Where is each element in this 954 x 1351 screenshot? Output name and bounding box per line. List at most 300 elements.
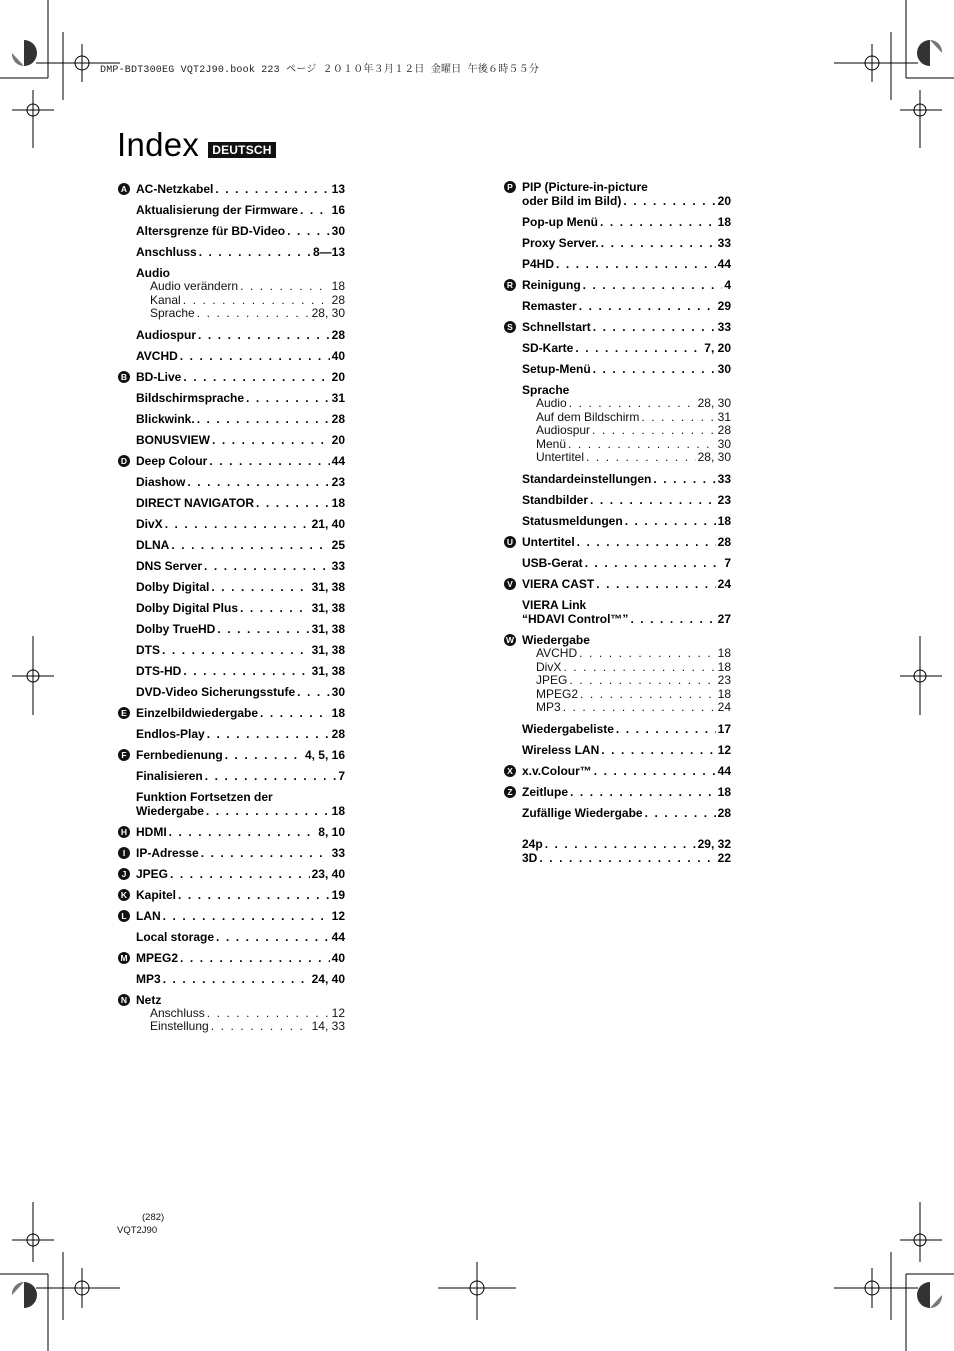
entry-line (118, 664, 345, 678)
dot-leader (169, 825, 317, 839)
entry-line (118, 349, 345, 363)
index-entry (504, 837, 731, 851)
sub-entry-pages: 23 (717, 674, 731, 688)
entry-term: Standardeinstellungen (522, 471, 652, 486)
entry-line (504, 257, 731, 271)
entry-term: DivX (136, 516, 163, 531)
title-row (117, 126, 276, 164)
entry-term-cont: “HDAVI Control™” (522, 611, 629, 626)
entry-line (504, 194, 731, 208)
entry-line (504, 785, 731, 799)
entry-term: Pop-up Menü (522, 215, 598, 229)
dot-leader (623, 194, 715, 208)
index-entry (118, 203, 345, 217)
index-entry (118, 622, 345, 636)
section-gap (504, 827, 731, 837)
entry-pages: 20 (331, 369, 345, 384)
entry-line (118, 972, 345, 986)
letter-marker-icon: E (118, 707, 130, 719)
letter-marker-icon: H (118, 826, 130, 838)
sub-entry-pages: 30 (717, 437, 731, 451)
entry-pages: 7 (338, 768, 345, 783)
book-file-header: DMP-BDT300EG VQT2J90.book 223 ページ ２０１０年３月１２日 金曜日 午後６時５５分 (100, 65, 540, 76)
entry-pages: 30 (331, 684, 345, 699)
index-entry (118, 790, 345, 818)
entry-line (504, 493, 731, 507)
dot-leader (240, 280, 330, 294)
index-entry (504, 299, 731, 313)
entry-term: Dolby Digital Plus (136, 600, 239, 615)
entry-line (118, 517, 345, 531)
index-entry (118, 664, 345, 678)
letter-marker-icon: X (504, 765, 516, 777)
entry-line (504, 556, 731, 570)
sub-entry-line (118, 280, 345, 294)
dot-leader (580, 688, 716, 702)
entry-line (504, 180, 731, 194)
dot-leader (563, 661, 715, 675)
sub-entry-pages: 18 (717, 687, 731, 701)
dot-leader (197, 412, 330, 426)
dot-leader (162, 643, 310, 657)
dot-leader (600, 215, 716, 229)
index-entry (118, 245, 345, 259)
letter-marker-icon: L (118, 910, 130, 922)
entry-pages: 25 (331, 537, 345, 552)
entry-line (504, 598, 731, 612)
entry-line (118, 993, 345, 1007)
entry-line (118, 496, 345, 510)
index-entry (118, 496, 345, 510)
entry-pages: 28 (717, 534, 731, 549)
entry-term-cont: oder Bild im Bild) (522, 194, 622, 208)
entry-term: Untertitel (522, 534, 575, 549)
letter-marker-icon: D (118, 455, 130, 467)
dot-leader (163, 972, 310, 986)
entry-pages: 31, 38 (311, 621, 345, 636)
entry-pages: 30 (331, 224, 345, 238)
index-entry (504, 341, 731, 355)
index-entry (504, 535, 731, 549)
dot-leader (201, 846, 330, 860)
sub-entry-line (504, 424, 731, 438)
letter-marker-icon: F (118, 749, 130, 761)
entry-term: MPEG2 (136, 950, 179, 965)
index-entry (504, 493, 731, 507)
sub-entry-line (118, 1007, 345, 1021)
sub-entry-line (504, 411, 731, 425)
index-entry (118, 538, 345, 552)
entry-line (504, 806, 731, 820)
entry-line (118, 475, 345, 489)
entry-term: JPEG (136, 866, 169, 881)
dot-leader (256, 496, 330, 510)
index-entry (504, 743, 731, 757)
entry-pages: 13 (331, 182, 345, 196)
dot-leader (183, 294, 330, 308)
index-entry (118, 993, 345, 1034)
entry-pages: 16 (331, 203, 345, 217)
sub-entry-pages: 18 (331, 280, 345, 293)
entry-term: Standbilder (522, 492, 589, 507)
dot-leader (198, 328, 330, 342)
entry-line (118, 328, 345, 342)
entry-line (118, 846, 345, 860)
entry-line (504, 514, 731, 528)
entry-line (504, 299, 731, 313)
model-code: VQT2J90 (117, 1225, 158, 1236)
entry-term: BONUSVIEW (136, 432, 211, 447)
dot-leader (300, 203, 330, 217)
index-entry (118, 643, 345, 657)
dot-leader (212, 433, 330, 447)
letter-marker-icon: S (504, 321, 516, 333)
entry-pages: 18 (331, 705, 345, 720)
entry-term: AC-Netzkabel (136, 182, 214, 196)
dot-leader (630, 612, 715, 626)
sub-entry-term: MP3 (536, 701, 561, 715)
index-entry (504, 785, 731, 799)
entry-line (118, 888, 345, 902)
entry-term: VIERA Link (522, 597, 587, 612)
index-entry (504, 514, 731, 528)
page-title: Index (117, 126, 200, 163)
index-entry (504, 598, 731, 626)
dot-leader (165, 517, 310, 531)
dot-leader (593, 362, 716, 376)
entry-term: Schnellstart (522, 320, 591, 334)
sub-entry-pages: 18 (717, 660, 731, 674)
entry-pages: 20 (331, 432, 345, 447)
entry-line (118, 727, 345, 741)
index-entry (504, 215, 731, 229)
entry-line (118, 370, 345, 384)
dot-leader (590, 493, 716, 507)
entry-pages: 40 (331, 950, 345, 965)
entry-line (118, 454, 345, 468)
entry-term: P4HD (522, 257, 555, 271)
index-column-right (504, 180, 731, 872)
entry-term: Reinigung (522, 278, 581, 292)
index-entry (118, 867, 345, 881)
entry-pages: 28 (331, 327, 345, 342)
entry-line (118, 643, 345, 657)
page-number: (282) (142, 1212, 165, 1223)
entry-pages: 44 (331, 929, 345, 944)
sub-entry-line (118, 1020, 345, 1034)
sub-entry-line (504, 438, 731, 452)
dot-leader (187, 475, 329, 489)
index-entry (118, 391, 345, 405)
letter-marker-icon: Z (504, 786, 516, 798)
letter-marker-icon: K (118, 889, 130, 901)
dot-leader (563, 701, 716, 715)
dot-leader (163, 909, 330, 923)
entry-pages: 27 (717, 611, 731, 626)
index-entry (118, 328, 345, 342)
index-entry (118, 517, 345, 531)
entry-pages: 18 (331, 803, 345, 818)
entry-line (504, 383, 731, 397)
index-entry (504, 383, 731, 465)
entry-pages: 28 (331, 411, 345, 426)
entry-line (118, 224, 345, 238)
dot-leader (583, 278, 723, 292)
letter-marker-icon: W (505, 634, 515, 645)
index-entry (118, 433, 345, 447)
entry-pages: 7, 20 (704, 341, 731, 355)
entry-pages: 4, 5, 16 (304, 747, 345, 762)
entry-term: Wiedergabe (522, 632, 590, 647)
entry-term: DNS Server (136, 558, 203, 573)
entry-term: DIRECT NAVIGATOR (136, 495, 255, 510)
entry-pages: 21, 40 (311, 516, 345, 531)
entry-pages: 31, 38 (311, 642, 345, 657)
entry-line (118, 790, 345, 804)
index-entry (504, 180, 731, 208)
entry-pages: 24 (717, 576, 731, 591)
entry-line (504, 341, 731, 355)
entry-line (118, 804, 345, 818)
index-entry (118, 825, 345, 839)
letter-marker-icon: R (504, 279, 516, 291)
dot-leader (206, 804, 330, 818)
sub-entry-term: Kanal (150, 293, 181, 307)
dot-leader (594, 764, 716, 778)
entry-line (504, 851, 731, 865)
index-entry (118, 909, 345, 923)
sub-entry-line (504, 674, 731, 688)
sub-entry-pages: 28 (331, 293, 345, 307)
entry-line (118, 433, 345, 447)
entry-term: BD-Live (136, 369, 182, 384)
dot-leader (180, 349, 330, 363)
entry-term: Anschluss (136, 245, 197, 259)
entry-line (118, 391, 345, 405)
index-entry (504, 764, 731, 778)
sub-entry-term: Audiospur (536, 424, 591, 438)
index-entry (118, 454, 345, 468)
entry-term: Finalisieren (136, 768, 203, 783)
sub-entry-term: MPEG2 (536, 687, 579, 701)
entry-pages: 18 (717, 215, 731, 229)
letter-marker-icon: I (118, 847, 130, 859)
sub-entry-pages: 28, 30 (697, 451, 731, 465)
dot-leader (178, 888, 330, 902)
index-entry (118, 748, 345, 762)
dot-leader (568, 438, 716, 452)
entry-term: Audio (136, 266, 170, 280)
letter-marker-icon: J (118, 868, 130, 880)
entry-pages: 19 (331, 887, 345, 902)
index-entry (504, 851, 731, 865)
entry-pages: 33 (717, 320, 731, 334)
dot-leader (539, 851, 715, 865)
entry-term: Aktualisierung der Firmware (136, 203, 299, 217)
entry-pages: 18 (717, 784, 731, 799)
dot-leader (217, 622, 309, 636)
entry-pages: 4 (724, 278, 731, 292)
dot-leader (287, 224, 330, 238)
index-entry (118, 769, 345, 783)
entry-line (118, 867, 345, 881)
language-badge: DEUTSCH (208, 142, 275, 158)
entry-pages: 33 (717, 471, 731, 486)
letter-marker-icon: V (504, 578, 516, 590)
entry-term: Sprache (522, 383, 570, 397)
entry-pages: 31, 38 (311, 663, 345, 678)
entry-pages: 29, 32 (697, 836, 731, 851)
sub-entry-term: AVCHD (536, 646, 578, 660)
entry-pages: 20 (717, 194, 731, 208)
dot-leader (183, 370, 329, 384)
entry-term: DTS (136, 642, 160, 657)
entry-term: Dolby TrueHD (136, 621, 216, 636)
dot-leader (653, 472, 715, 486)
entry-line (118, 245, 345, 259)
page-footer (117, 1211, 164, 1237)
sub-entry-line (118, 294, 345, 308)
sub-entry-term: Einstellung (150, 1020, 209, 1034)
dot-leader (569, 674, 715, 688)
index-entry (504, 577, 731, 591)
entry-term: DTS-HD (136, 663, 182, 678)
index-entry (504, 633, 731, 715)
entry-line (118, 412, 345, 426)
sub-entry-term: Audio (536, 397, 567, 410)
entry-line (118, 182, 345, 196)
entry-line (504, 215, 731, 229)
entry-pages: 31 (331, 390, 345, 405)
sub-entry-line (504, 661, 731, 675)
entry-term: Wireless LAN (522, 742, 600, 757)
entry-pages: 18 (717, 513, 731, 528)
entry-term: Funktion Fortsetzen der (136, 789, 273, 804)
dot-leader (240, 601, 310, 615)
entry-term: Fernbedienung (136, 747, 223, 762)
dot-leader (204, 559, 330, 573)
sub-entry-line (504, 688, 731, 702)
sub-entry-term: Menü (536, 437, 567, 451)
dot-leader (575, 341, 702, 355)
entry-pages: 40 (331, 348, 345, 363)
sub-entry-term: DivX (536, 660, 562, 674)
sub-entry-pages: 24 (717, 701, 731, 715)
dot-leader (556, 257, 716, 271)
sub-entry-pages: 14, 33 (311, 1020, 345, 1034)
sub-entry-line (118, 307, 345, 321)
index-entry (118, 559, 345, 573)
dot-leader (209, 454, 329, 468)
entry-pages: 17 (717, 721, 731, 736)
dot-leader (645, 806, 716, 820)
sub-entry-term: Auf dem Bildschirm (536, 410, 640, 424)
entry-line (118, 685, 345, 699)
letter-marker-icon: M (118, 952, 130, 964)
sub-entry-line (504, 701, 731, 715)
dot-leader (180, 951, 330, 965)
entry-term: Dolby Digital (136, 579, 210, 594)
dot-leader (207, 1007, 330, 1021)
letter-marker-icon: B (118, 371, 130, 383)
entry-line (118, 580, 345, 594)
index-entry (504, 472, 731, 486)
entry-term: Altersgrenze für BD-Video (136, 224, 286, 238)
entry-pages: 12 (717, 742, 731, 757)
entry-term: AVCHD (136, 348, 178, 363)
entry-pages: 29 (717, 299, 731, 313)
entry-term: SD-Karte (522, 341, 574, 355)
entry-pages: 18 (331, 495, 345, 510)
sub-entry-pages: 18 (717, 646, 731, 660)
dot-leader (625, 514, 716, 528)
index-entry (504, 362, 731, 376)
entry-pages: 33 (717, 236, 731, 250)
entry-term: 3D (522, 850, 538, 865)
entry-term: Endlos-Play (136, 726, 205, 741)
index-column-left (118, 182, 345, 1041)
entry-line (504, 278, 731, 292)
entry-term: HDMI (136, 824, 167, 839)
entry-term: Setup-Menü (522, 362, 591, 376)
entry-line (504, 535, 731, 549)
index-entry (118, 888, 345, 902)
entry-term: DVD-Video Sicherungsstufe (136, 684, 296, 699)
sub-entry-term: JPEG (536, 674, 568, 688)
dot-leader (570, 785, 716, 799)
index-entry (118, 846, 345, 860)
entry-line (118, 748, 345, 762)
sub-entry-term: Audio verändern (150, 280, 239, 293)
entry-term: Bildschirmsprache (136, 390, 245, 405)
entry-line (118, 951, 345, 965)
index-entry (504, 278, 731, 292)
index-entry (118, 412, 345, 426)
entry-line (504, 764, 731, 778)
index-entry (118, 370, 345, 384)
entry-pages: 44 (331, 453, 345, 468)
entry-term: LAN (136, 908, 161, 923)
entry-pages: 28 (331, 726, 345, 741)
index-entry (504, 236, 731, 250)
index-entry (118, 266, 345, 321)
entry-line (118, 559, 345, 573)
entry-term: Deep Colour (136, 453, 208, 468)
index-entry (118, 951, 345, 965)
dot-leader (211, 580, 309, 594)
entry-pages: 31, 38 (311, 579, 345, 594)
sub-entry-pages: 12 (331, 1006, 345, 1020)
entry-line (504, 837, 731, 851)
dot-leader (297, 685, 330, 699)
entry-pages: 23 (717, 492, 731, 507)
entry-term: 24p (522, 836, 543, 851)
index-entry (118, 182, 345, 196)
entry-line (504, 320, 731, 334)
entry-pages: 44 (717, 763, 731, 778)
index-entry (118, 475, 345, 489)
entry-line (118, 706, 345, 720)
sub-entry-term: Sprache (150, 307, 195, 321)
dot-leader (577, 535, 716, 549)
entry-term: DLNA (136, 537, 170, 552)
entry-line (118, 909, 345, 923)
entry-line (504, 362, 731, 376)
entry-pages: 31, 38 (311, 600, 345, 615)
entry-term-cont: Wiedergabe (136, 803, 204, 818)
entry-line (504, 633, 731, 647)
dot-leader (216, 930, 330, 944)
